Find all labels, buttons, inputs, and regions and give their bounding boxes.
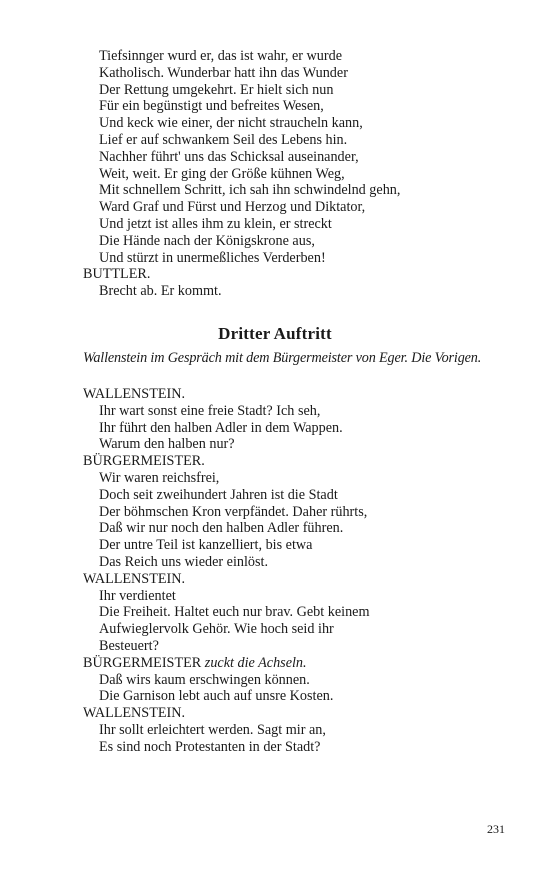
verse-line: Der untre Teil ist kanzelliert, bis etwa bbox=[99, 537, 313, 554]
verse-line: Ihr wart sonst eine freie Stadt? Ich seh, bbox=[99, 402, 321, 419]
verse-line: Ihr führt den halben Adler in dem Wappen. bbox=[99, 419, 343, 436]
speaker-name: BUTTLER. bbox=[83, 266, 151, 283]
verse-line: Doch seit zweihundert Jahren ist die Stadt bbox=[99, 486, 338, 503]
verse-line: Ihr verdientet bbox=[99, 587, 176, 604]
inline-stage-direction: zuckt die Achseln. bbox=[204, 654, 307, 671]
speaker-name: BÜRGERMEISTER bbox=[83, 654, 202, 671]
verse-line: Daß wirs kaum erschwingen können. bbox=[99, 671, 310, 688]
verse-line: Die Hände nach der Königskrone aus, bbox=[99, 232, 315, 249]
verse-line: Weit, weit. Er ging der Größe kühnen Weg, bbox=[99, 165, 345, 182]
verse-line: Und keck wie einer, der nicht straucheln kann, bbox=[99, 115, 363, 132]
top-passage bbox=[83, 48, 523, 300]
verse-line: Ward Graf und Fürst und Herzog und Diktator, bbox=[99, 199, 366, 216]
page-number: 231 bbox=[487, 822, 505, 836]
verse-line: Das Reich uns wieder einlöst. bbox=[99, 553, 269, 570]
verse-line: Katholisch. Wunderbar hatt ihn das Wunder bbox=[99, 64, 348, 81]
speaker-name: BÜRGERMEISTER. bbox=[83, 453, 205, 470]
verse-line: Lief er auf schwankem Seil des Lebens hin. bbox=[99, 131, 348, 148]
verse-line: Nachher führt' uns das Schicksal auseinander, bbox=[99, 148, 359, 165]
verse-line: Daß wir nur noch den halben Adler führen. bbox=[99, 520, 344, 537]
verse-line: Brecht ab. Er kommt. bbox=[99, 283, 222, 300]
verse-line: Wir waren reichsfrei, bbox=[99, 469, 220, 486]
verse-line: Ihr sollt erleichtert werden. Sagt mir an, bbox=[99, 721, 326, 738]
verse-line: Aufwieglervolk Gehör. Wie hoch seid ihr bbox=[99, 621, 334, 638]
verse-line: Die Freiheit. Haltet euch nur brav. Gebt keinem bbox=[99, 604, 370, 621]
verse-line: Und stürzt in unermeßliches Verderben! bbox=[99, 249, 326, 266]
speaker-name: WALLENSTEIN. bbox=[83, 705, 186, 722]
verse-line: Für ein begünstigt und befreites Wesen, bbox=[99, 98, 324, 115]
verse-line: Besteuert? bbox=[99, 637, 159, 654]
speaker-with-direction bbox=[83, 655, 523, 672]
verse-line: Mit schnellem Schritt, ich sah ihn schwindelnd gehn, bbox=[99, 182, 401, 199]
verse-line: Der Rettung umgekehrt. Er hielt sich nun bbox=[99, 81, 334, 98]
verse-line: Es sind noch Protestanten in der Stadt? bbox=[99, 738, 321, 755]
verse-line: Der böhmschen Kron verpfändet. Daher rührts, bbox=[99, 503, 368, 520]
verse-line: Die Garnison lebt auch auf unsre Kosten. bbox=[99, 688, 334, 705]
speaker-name: WALLENSTEIN. bbox=[83, 570, 186, 587]
scene-title: Dritter Auftritt bbox=[218, 324, 332, 343]
verse-line: Und jetzt ist alles ihm zu klein, er streckt bbox=[99, 215, 332, 232]
dialogue bbox=[83, 386, 523, 756]
speaker-name: WALLENSTEIN. bbox=[83, 386, 186, 402]
verse-line: Warum den halben nur? bbox=[99, 436, 235, 453]
verse-line: Tiefsinnger wurd er, das ist wahr, er wurde bbox=[99, 48, 343, 64]
stage-direction: Wallenstein im Gespräch mit dem Bürgermeister von Eger. Die Vorigen. bbox=[83, 350, 482, 366]
